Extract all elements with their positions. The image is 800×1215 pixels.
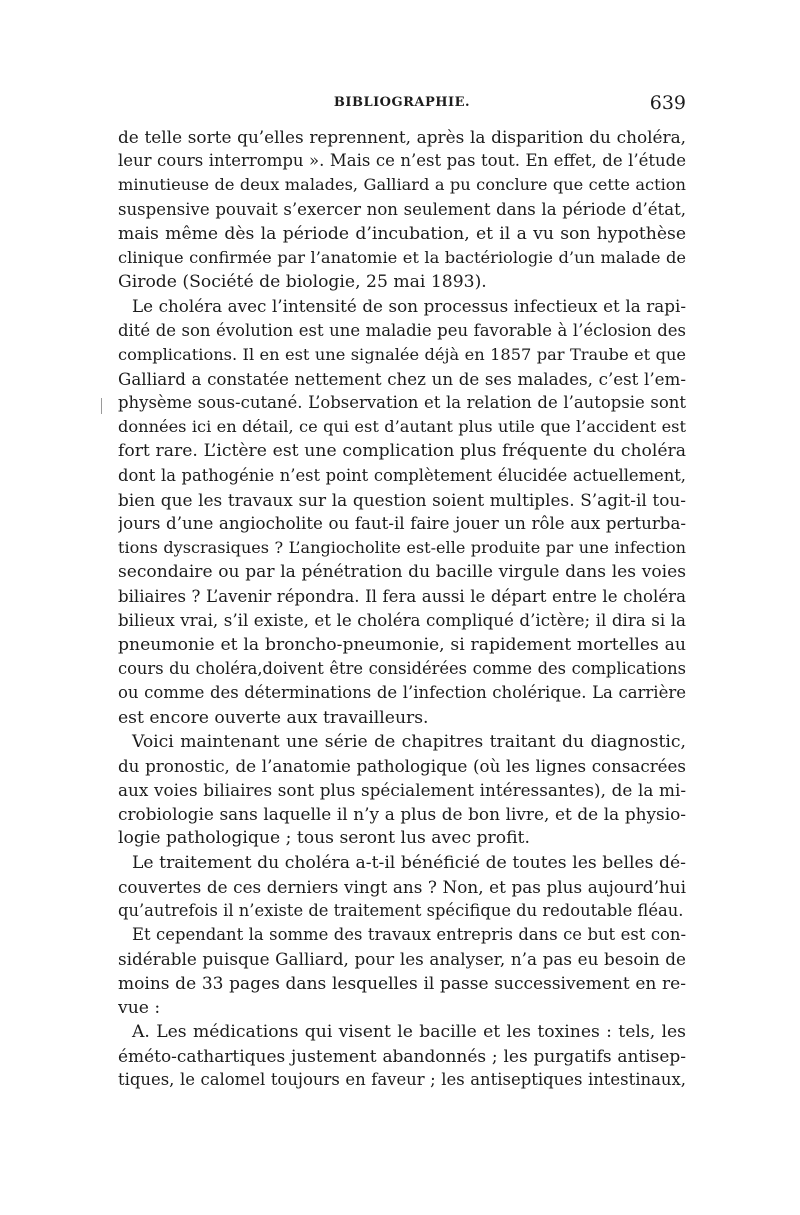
text-line: moins de 33 pages dans lesquelles il passe successivement en re- [118, 973, 686, 994]
text-line: Galliard a constatée nettement chez un de ses malades, c’est l’em- [118, 368, 686, 389]
text-line: physème sous-cutané. L’observation et la relation de l’autopsie sont [118, 393, 686, 413]
text-line: logie pathologique ; tous seront lus avec profit. [118, 828, 530, 849]
text-line: dité de son évolution est une maladie peu favorable à l’éclosion des [118, 320, 686, 340]
text-line: ou comme des déterminations de l’infection cholérique. La carrière [118, 683, 686, 703]
text-line: secondaire ou par la pénétration du bacille virgule dans les voies [118, 562, 686, 583]
text-line: sidérable puisque Galliard, pour les analyser, n’a pas eu besoin de [118, 949, 686, 970]
text-line: tiques, le calomel toujours en faveur ; les antiseptiques intestinaux, [118, 1070, 686, 1090]
text-line: fort rare. L’ictère est une complication plus fréquente du choléra [118, 441, 686, 462]
paragraph-first-line: Le traitement du choléra a-t-il bénéficié de toutes les belles dé- [132, 852, 686, 873]
text-line: couvertes de ces derniers vingt ans ? Non, et pas plus aujourd’hui [118, 876, 686, 897]
text-line: cours du choléra,doivent être considérées comme des complications [118, 659, 686, 679]
body-text [118, 125, 686, 1093]
text-line: leur cours interrompu ». Mais ce n’est pas tout. En effet, de l’étude [118, 151, 686, 171]
text-line: éméto-cathartiques justement abandonnés ; les purgatifs antisep- [118, 1046, 686, 1067]
text-line: biliaires ? L’avenir répondra. Il fera aussi le départ entre le choléra [118, 586, 686, 606]
text-line: du pronostic, de l’anatomie pathologique (où les lignes consacrées [118, 755, 686, 776]
text-line: aux voies biliaires sont plus spécialement intéressantes), de la mi- [118, 780, 686, 801]
text-line: bilieux vrai, s’il existe, et le choléra compliqué d’ictère; il dira si la [118, 610, 686, 630]
text-line: données ici en détail, ce qui est d’autant plus utile que l’accident est [118, 417, 686, 437]
text-line: pneumonie et la broncho-pneumonie, si rapidement mortelles au [118, 634, 686, 655]
text-line: vue : [118, 997, 161, 1018]
text-line: dont la pathogénie n’est point complètement élucidée actuellement, [118, 465, 686, 485]
paragraph-first-line: Le choléra avec l’intensité de son processus infectieux et la rapi- [132, 296, 686, 317]
text-line: suspensive pouvait s’exercer non seulement dans la période d’état, [118, 199, 686, 219]
paragraph-first-line: A. Les médications qui visent le bacille et les toxines : tels, les [132, 1021, 686, 1042]
text-line: mais même dès la période d’incubation, et il a vu son hypothèse [118, 223, 686, 244]
text-line: complications. Il en est une signalée déjà en 1857 par Traube et que [118, 344, 686, 364]
text-line: crobiologie sans laquelle il n’y a plus de bon livre, et de la physio- [118, 804, 686, 825]
running-head [118, 92, 686, 116]
text-line: Girode (Société de biologie, 25 mai 1893). [118, 272, 487, 293]
page-number: 639 [649, 92, 686, 114]
paragraph-first-line: Voici maintenant une série de chapitres traitant du diagnostic, [132, 731, 686, 752]
paragraph-first-line: Et cependant la somme des travaux entrepris dans ce but est con- [132, 925, 686, 945]
text-line: est encore ouverte aux travailleurs. [118, 707, 429, 728]
margin-mark [101, 398, 102, 414]
text-line: qu’autrefois il n’existe de traitement spécifique du redoutable fléau. [118, 901, 684, 920]
text-line: bien que les travaux sur la question soient multiples. S’agit-il tou- [118, 489, 686, 510]
text-line: clinique confirmée par l’anatomie et la bactériologie d’un malade de [118, 247, 686, 267]
text-line: minutieuse de deux malades, Galliard a pu conclure que cette action [118, 175, 686, 195]
text-line: tions dyscrasiques ? L’angiocholite est-elle produite par une infection [118, 538, 686, 558]
running-title: BIBLIOGRAPHIE. [333, 95, 471, 110]
text-line: jours d’une angiocholite ou faut-il faire jouer un rôle aux perturba- [118, 514, 686, 533]
text-line: de telle sorte qu’elles reprennent, après la disparition du choléra, [118, 127, 686, 147]
